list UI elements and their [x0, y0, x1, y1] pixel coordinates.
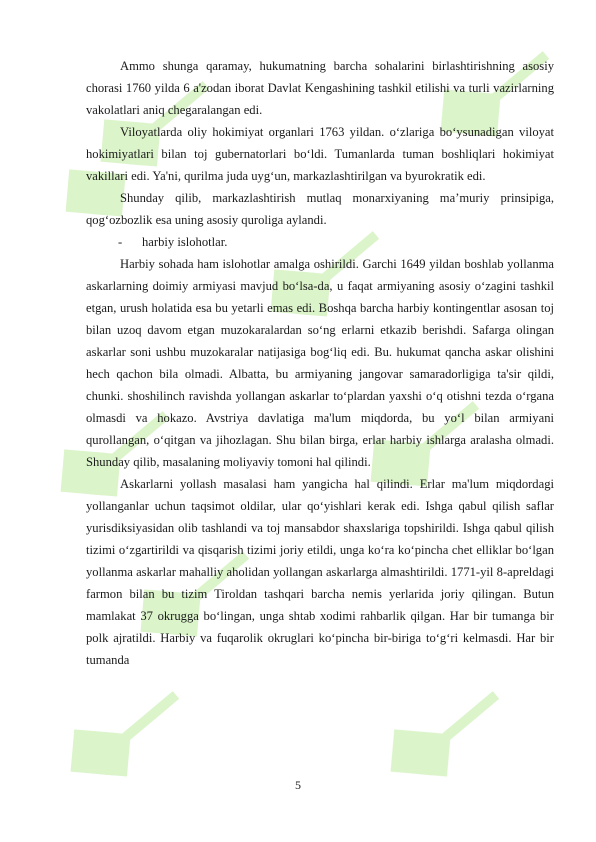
list-marker: - [118, 235, 123, 249]
paragraph: Ammo shunga qaramay, hukumatning barcha sohalarini birlashtirishning asosiy chorasi 1760 yilda 6 a'zodan iborat Davlat Kengashining tashkil etilishi va turli vazirlarning vakolatlari aniq chegaralangan edi. [86, 59, 554, 117]
list-item [86, 231, 554, 253]
paragraph: Viloyatlarda oliy hokimiyat organlari 1763 yildan. o‘zlariga bo‘ysunadigan viloyat hokimiyatlari bilan toj gubernatorlari bo‘ldi. Tumanlarda tuman boshliqlari hokimiyat vakillari edi. Ya'ni, qurilma juda uyg‘un, markazlashtirilgan va byurokratik edi. [86, 125, 554, 183]
paragraph: Askarlarni yollash masalasi ham yangicha hal qilindi. Erlar ma'lum miqdordagi yollanganlar uchun taqsimot oldilar, ular qo‘yishlari kerak edi. Ishga qabul qilish saflar yurisdiksiyasidan olib tashlandi va toj mansabdor shaxslariga topshirildi. Ishga qabul qilish tizimi o‘zgartirildi va qisqarish tizimi joriy etildi, unga ko‘ra ko‘pincha chet elliklar bo‘lgan yollanma askarlar mahalliy aholidan yollangan askarlarga almashtirildi. 1771-yil 8-apreldagi farmon bilan bu tizim Tiroldan tashqari barcha nemis yerlarida joriy qilingan. Butun mamlakat 37 okrugga bo‘lingan, unga shtab xodimi rahbarlik qilgan. Har bir tumanga bir polk ajratildi. Harbiy va fuqarolik okruglari ko‘pincha bir-biriga to‘g‘ri kelmasdi. Har bir tumanda [86, 477, 554, 667]
list-item-text: harbiy islohotlar. [142, 235, 228, 249]
body-text [86, 55, 554, 671]
paragraph: Shunday qilib, markazlashtirish mutlaq monarxiyaning ma’muriy prinsipiga, qog‘ozbozlik esa uning asosiy quroliga aylandi. [86, 191, 554, 227]
page-number: 5 [295, 778, 301, 792]
paragraph: Harbiy sohada ham islohotlar amalga oshirildi. Garchi 1649 yildan boshlab yollanma askarlarning doimiy armiyasi mavjud bo‘lsa-da, u faqat armiyaning asosiy o‘zagini tashkil etgan, urush holatida esa bu yetarli emas edi. Boshqa barcha harbiy kontingentlar asosan toj bilan uzoq davom etgan muzokaralardan so‘ng erlarni etkazib berishdi. Safarga olingan askarlar soni ushbu muzokaralar natijasiga bog‘liq edi. Bu. hukumat qancha askar olishini hech qachon bila olmadi. Albatta, bu armiyaning jangovar samaradorligiga ta'sir qildi, chunki. shoshilinch ravishda yollangan askarlar to‘plardan yaxshi o‘q otishni tezda o‘rgana olmasdi va hokazo. Avstriya davlatiga ma'lum miqdorda, bu yo‘l bilan armiyani qurollangan, o‘qitgan va jihozlagan. Shu bilan birga, erlar harbiy ishlarga aralasha olmadi. Shunday qilib, masalaning moliyaviy tomoni hal qilindi. [86, 257, 554, 469]
